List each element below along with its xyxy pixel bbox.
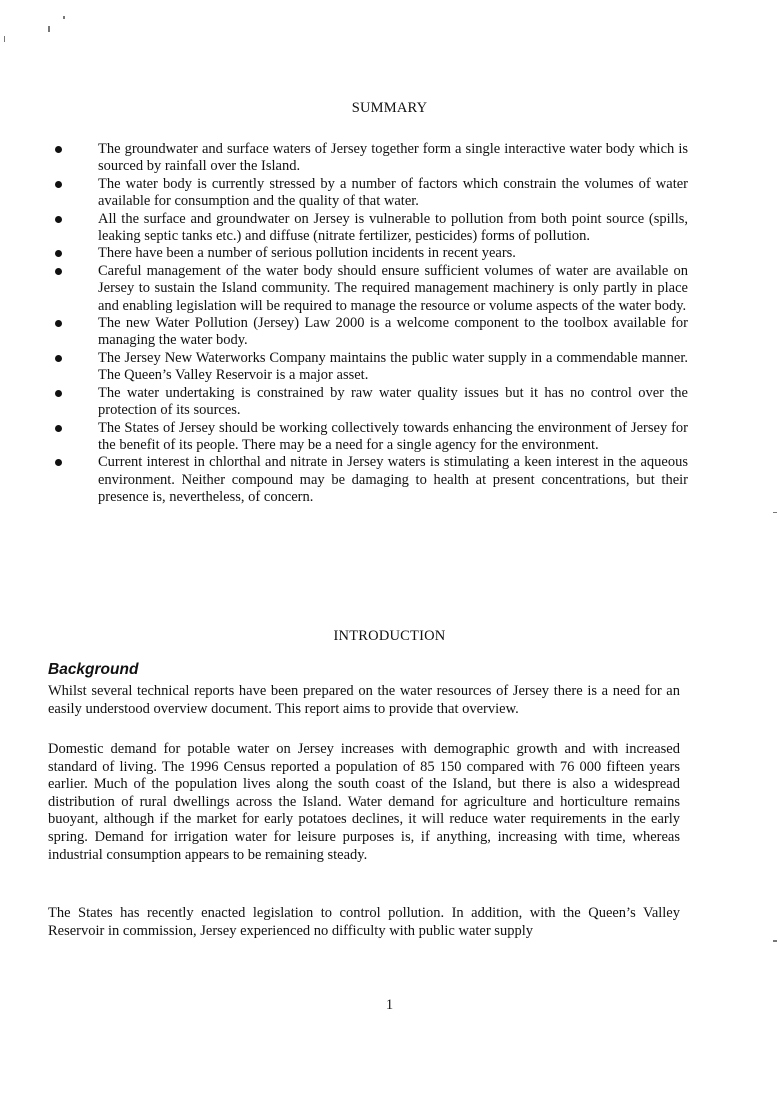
summary-bullet-text: Careful management of the water body should ensure sufficient volumes of water are available on Jersey to sustain the Island community. The required management machinery is only partly in place and enabling legislation will be required to manage the resource or volume aspects of the water body. [98, 262, 688, 314]
summary-bullet-text: All the surface and groundwater on Jersey is vulnerable to pollution from both point source (spills, leaking septic tanks etc.) and diffuse (nitrate fertilizer, pesticides) forms of pollution. [98, 210, 688, 245]
summary-bullet [48, 245, 688, 262]
summary-bullet-text: There have been a number of serious pollution incidents in recent years. [98, 245, 516, 262]
summary-bullet [48, 141, 688, 176]
scan-speck [63, 16, 65, 19]
bullet-icon [55, 425, 62, 432]
summary-bullet-text: The groundwater and surface waters of Jersey together form a single interactive water body which is sourced by rainfall over the Island. [98, 141, 688, 175]
summary-bullet-text: The States of Jersey should be working collectively towards enhancing the environment of Jersey for the benefit of its people. There may be a need for a single agency for the environment. [98, 419, 688, 453]
summary-bullet [48, 420, 688, 455]
summary-bullet [48, 454, 688, 506]
introduction-heading: INTRODUCTION [333, 628, 446, 644]
summary-bullet-text: The water body is currently stressed by a number of factors which constrain the volumes of water available for consumption and the quality of that water. [98, 175, 688, 210]
bullet-icon [55, 181, 62, 188]
summary-bullet-text: The Jersey New Waterworks Company maintains the public water supply in a commendable manner. The Queen’s Valley Reservoir is a major asset. [98, 349, 688, 384]
summary-bullet-text: Current interest in chlorthal and nitrate in Jersey waters is stimulating a keen interest in the aqueous environment. Neither compound may be damaging to health at present concentrations, but their presence is, nevertheless, of concern. [98, 454, 688, 506]
summary-bullet [48, 315, 688, 350]
summary-heading: SUMMARY [351, 100, 428, 116]
bullet-icon [55, 268, 62, 275]
bullet-icon [55, 146, 62, 153]
summary-bullet [48, 385, 688, 420]
summary-bullet-text: The water undertaking is constrained by raw water quality issues but it has no control over the protection of its sources. [98, 384, 688, 419]
summary-bullet-text: The new Water Pollution (Jersey) Law 2000 is a welcome component to the toolbox available for managing the water body. [98, 315, 688, 349]
scan-speck [48, 26, 50, 32]
body-paragraph: Whilst several technical reports have been prepared on the water resources of Jersey there is a need for an easily understood overview document. This report aims to provide that overview. [48, 683, 680, 717]
body-paragraph: The States has recently enacted legislation to control pollution. In addition, with the Queen’s Valley Reservoir in commission, Jersey experienced no difficulty with public water supply [48, 905, 680, 939]
summary-bullet [48, 176, 688, 211]
bullet-icon [55, 216, 62, 223]
scan-speck [773, 940, 777, 942]
scan-speck [773, 512, 777, 513]
summary-bullet [48, 350, 688, 385]
summary-bullet [48, 263, 688, 315]
bullet-icon [55, 390, 62, 397]
page-number: 1 [385, 997, 394, 1013]
body-paragraph: Domestic demand for potable water on Jersey increases with demographic growth and with increased standard of living. The 1996 Census reported a population of 85 150 compared with 76 000 fifteen years earlier. Much of the population lives along the south coast of the Island, but there is also a widespread distribution of rural dwellings across the Island. Water demand for agriculture and horticulture remains buoyant, although if the market for early potatoes declines, it will reduce water requirements in the early spring. Demand for irrigation water for leisure purposes is, if anything, increasing with time, whereas industrial consumption appears to be remaining steady. [48, 741, 680, 863]
summary-bullet [48, 211, 688, 246]
scan-speck [4, 36, 5, 42]
bullet-icon [55, 320, 62, 327]
bullet-icon [55, 250, 62, 257]
bullet-icon [55, 459, 62, 466]
bullet-icon [55, 355, 62, 362]
summary-bullet-list [48, 141, 688, 507]
background-subheading: Background [48, 661, 139, 678]
